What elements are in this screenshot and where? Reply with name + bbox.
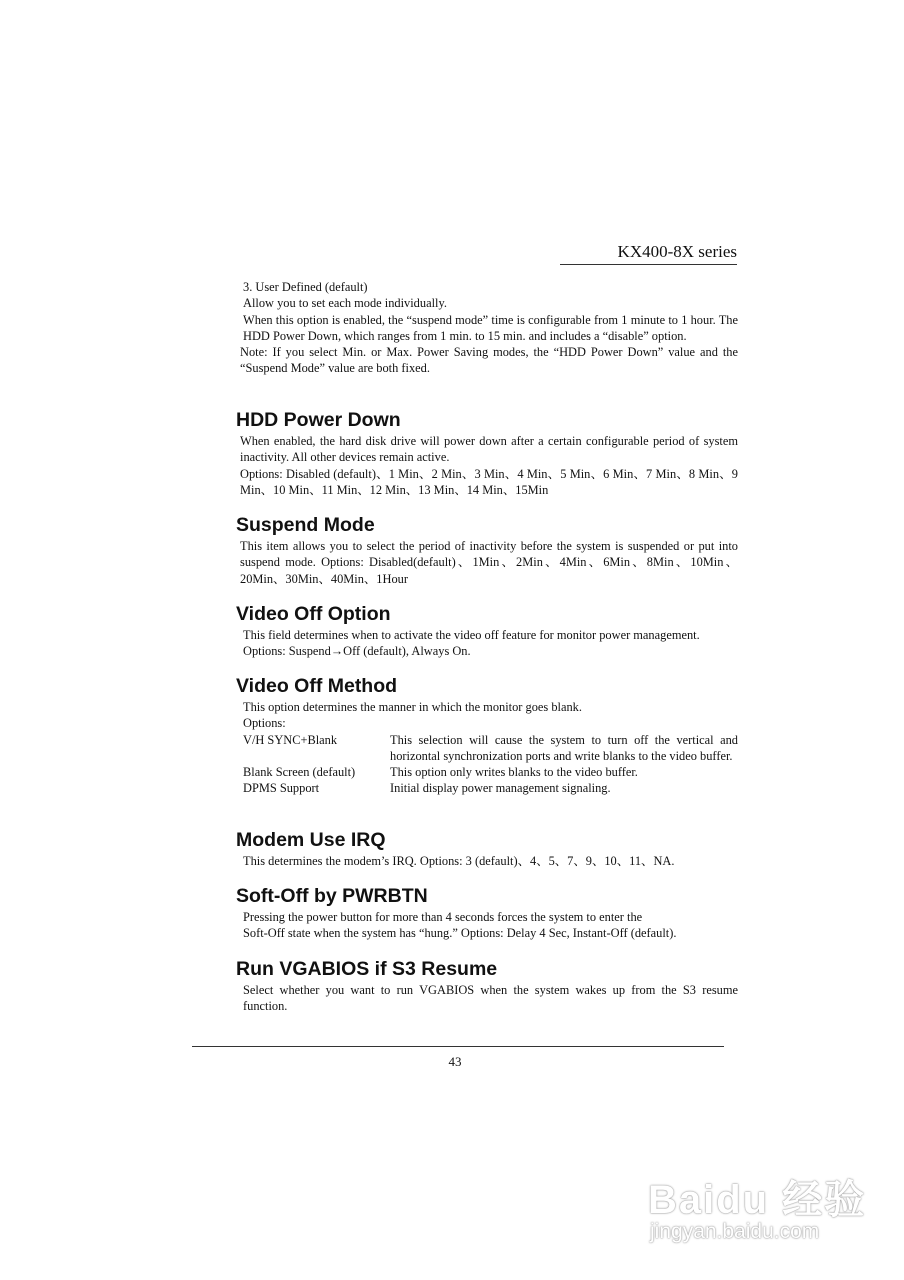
paragraph: Options: Disabled (default)、1 Min、2 Min、3 Min、4 Min、5 Min、6 Min、7 Min、8 Min、9 Min、10 Min、11 Min、12 Min、13 Min、14 Min、15Min	[240, 466, 738, 497]
section-heading: Run VGABIOS if S3 Resume	[236, 958, 498, 980]
paragraph: Options:	[243, 716, 286, 731]
footer-rule	[192, 1046, 724, 1047]
baidu-watermark-logo	[640, 1150, 880, 1270]
paragraph: This field determines when to activate the video off feature for monitor power management.	[243, 628, 700, 642]
option-name: DPMS Support	[243, 781, 320, 796]
section-heading: Video Off Option	[236, 603, 391, 625]
option-row	[240, 780, 738, 796]
intro-text	[240, 279, 738, 377]
paragraph: When this option is enabled, the “suspend mode” time is configurable from 1 minute to 1 hour. The HDD Power Down, which ranges from 1 min. to 15 min. and includes a “disable” option.	[243, 312, 738, 343]
running-header: KX400-8X series	[560, 242, 737, 265]
watermark-brand: Baidu 经验	[648, 1178, 867, 1222]
paragraph: This item allows you to select the period of inactivity before the system is suspended or put into suspend mode. Options: Disabled(default)、1Min、2Min、4Min、6Min、8Min、10Min、20Min、30Min、40Min、1Hour	[240, 539, 738, 586]
option-name: Blank Screen (default)	[243, 765, 356, 780]
section-body	[240, 699, 738, 797]
option-desc: Initial display power management signaling.	[390, 781, 611, 796]
paragraph: This determines the modem’s IRQ. Options: 3 (default)、4、5、7、9、10、11、NA.	[243, 854, 675, 868]
section-heading: HDD Power Down	[236, 409, 401, 431]
section-heading: Suspend Mode	[236, 514, 375, 536]
paragraph: Select whether you want to run VGABIOS when the system wakes up from the S3 resume function.	[243, 983, 738, 1014]
section-heading: Video Off Method	[236, 675, 398, 697]
paragraph: 3. User Defined (default)	[243, 280, 368, 294]
option-desc: This selection will cause the system to turn off the vertical and horizontal synchronization ports and write blanks to the video buffer.	[390, 732, 738, 763]
paragraph: Options: Suspend→Off (default), Always On.	[243, 644, 471, 659]
section-heading: Modem Use IRQ	[236, 829, 386, 851]
paragraph: This option determines the manner in which the monitor goes blank.	[243, 700, 582, 714]
option-row	[240, 764, 738, 780]
section-body	[240, 853, 738, 869]
option-name: V/H SYNC+Blank	[243, 732, 338, 747]
paragraph: When enabled, the hard disk drive will power down after a certain configurable period of system inactivity. All other devices remain active.	[240, 434, 738, 465]
section-body	[240, 433, 738, 498]
section-body	[240, 909, 738, 942]
option-desc: This option only writes blanks to the video buffer.	[390, 765, 638, 780]
section-body	[240, 627, 738, 660]
section-body	[240, 982, 738, 1015]
section-body	[240, 538, 738, 587]
paragraph: Soft-Off state when the system has “hung.” Options: Delay 4 Sec, Instant-Off (default).	[243, 926, 677, 941]
paragraph: Allow you to set each mode individually.	[243, 296, 447, 311]
page-number: 43	[448, 1054, 462, 1069]
paragraph: Pressing the power button for more than 4 seconds forces the system to enter the	[243, 910, 643, 924]
section-heading: Soft-Off by PWRBTN	[236, 885, 428, 907]
watermark-url: jingyan.baidu.com	[650, 1220, 820, 1243]
option-row	[240, 732, 738, 765]
paragraph: Note: If you select Min. or Max. Power Saving modes, the “HDD Power Down” value and the “Suspend Mode” value are both fixed.	[240, 345, 738, 376]
